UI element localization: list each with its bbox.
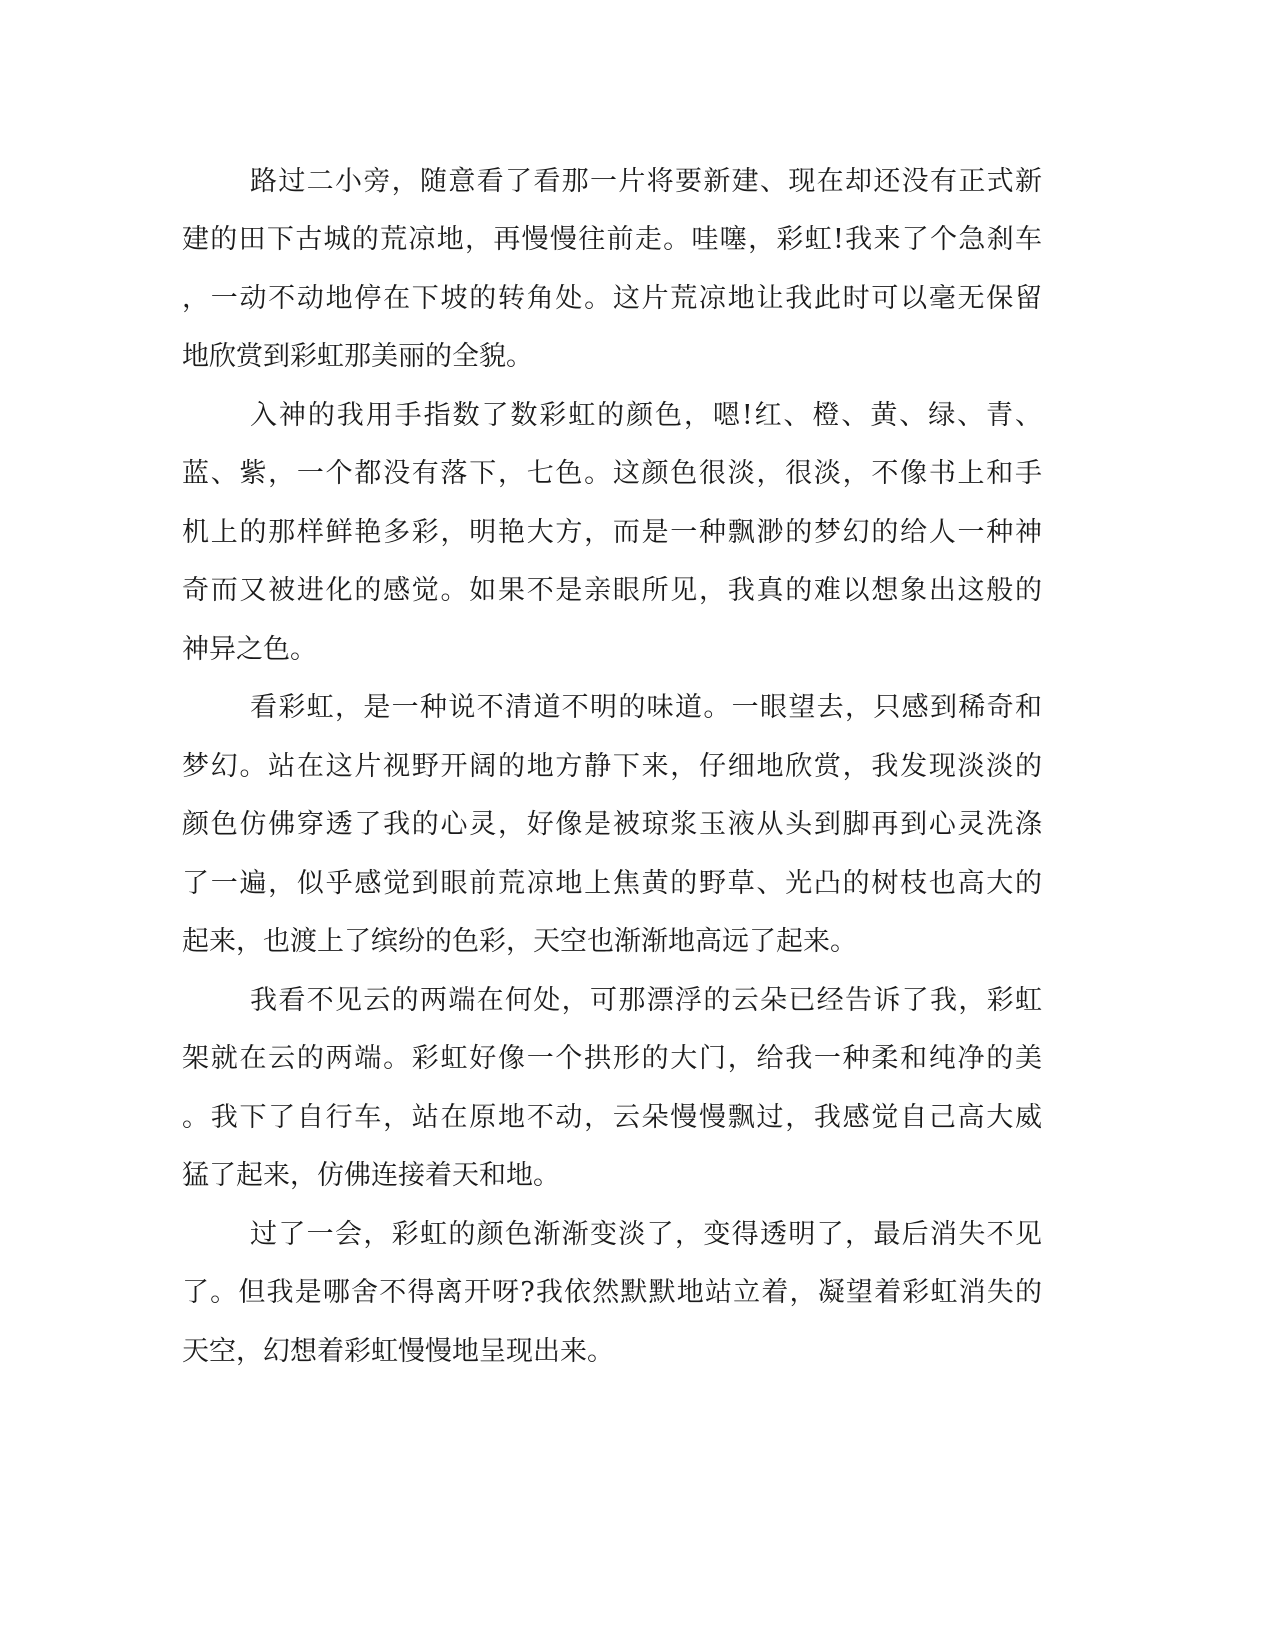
- paragraph-4-line-4: 猛了起来，仿佛连接着天和地。: [182, 1160, 560, 1191]
- paragraph-5-line-3: 天空，幻想着彩虹慢慢地呈现出来。: [182, 1336, 614, 1367]
- paragraph-5-line-1: 过了一会，彩虹的颜色渐渐变淡了，变得透明了，最后消失不见: [250, 1219, 1042, 1250]
- paragraph-4-line-1: 我看不见云的两端在何处，可那漂浮的云朵已经告诉了我，彩虹: [250, 985, 1042, 1016]
- paragraph-2-line-3: 机上的那样鲜艳多彩，明艳大方，而是一种飘渺的梦幻的给人一种神: [182, 517, 1042, 548]
- paragraph-2-line-1: 入神的我用手指数了数彩虹的颜色，嗯!红、橙、黄、绿、青、: [250, 400, 1042, 431]
- paragraph-2-line-2: 蓝、紫，一个都没有落下，七色。这颜色很淡，很淡，不像书上和手: [182, 458, 1042, 489]
- paragraph-2-line-4: 奇而又被进化的感觉。如果不是亲眼所见，我真的难以想象出这般的: [182, 575, 1042, 606]
- paragraph-1-line-3: ，一动不动地停在下坡的转角处。这片荒凉地让我此时可以毫无保留: [182, 283, 1042, 314]
- paragraph-4-line-3: 。我下了自行车，站在原地不动，云朵慢慢飘过，我感觉自己高大威: [182, 1102, 1042, 1133]
- paragraph-3-line-1: 看彩虹，是一种说不清道不明的味道。一眼望去，只感到稀奇和: [250, 692, 1042, 723]
- paragraph-5-line-2: 了。但我是哪舍不得离开呀?我依然默默地站立着，凝望着彩虹消失的: [182, 1277, 1042, 1308]
- paragraph-1-line-4: 地欣赏到彩虹那美丽的全貌。: [182, 341, 533, 372]
- paragraph-3-line-4: 了一遍，似乎感觉到眼前荒凉地上焦黄的野草、光凸的树枝也高大的: [182, 868, 1042, 899]
- paragraph-3-line-5: 起来，也渡上了缤纷的色彩，天空也渐渐地高远了起来。: [182, 926, 857, 957]
- paragraph-3-line-2: 梦幻。站在这片视野开阔的地方静下来，仔细地欣赏，我发现淡淡的: [182, 751, 1042, 782]
- paragraph-1-line-1: 路过二小旁，随意看了看那一片将要新建、现在却还没有正式新: [250, 166, 1042, 197]
- paragraph-1-line-2: 建的田下古城的荒凉地，再慢慢往前走。哇噻，彩虹!我来了个急刹车: [182, 224, 1042, 255]
- paragraph-4-line-2: 架就在云的两端。彩虹好像一个拱形的大门，给我一种柔和纯净的美: [182, 1043, 1042, 1074]
- paragraph-3-line-3: 颜色仿佛穿透了我的心灵，好像是被琼浆玉液从头到脚再到心灵洗涤: [182, 809, 1042, 840]
- paragraph-2-line-5: 神异之色。: [182, 634, 317, 665]
